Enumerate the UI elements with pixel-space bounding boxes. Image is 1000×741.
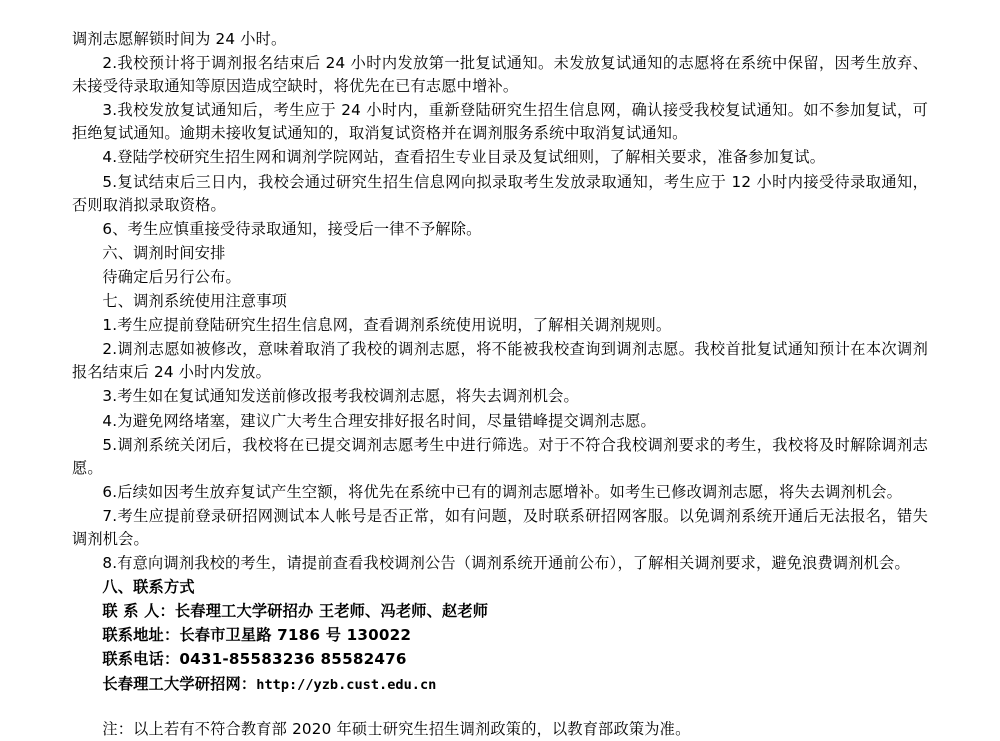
paragraph-unlock-time: 调剂志愿解锁时间为 24 小时。 (72, 30, 287, 48)
contact-address-value: 长春市卫星路 7186 号 130022 (179, 626, 412, 645)
paragraph-item-6: 6、考生应慎重接受待录取通知，接受后一律不予解除。 (102, 219, 482, 238)
paragraph-note-5: 5.调剂系统关闭后，我校将在已提交调剂志愿考生中进行筛选。对于不符合我校调剂要求的考生，我校将及时解除调剂志愿。 (72, 435, 928, 477)
paragraph-item-3: 3.我校发放复试通知后，考生应于 24 小时内，重新登陆研究生招生信息网，确认接受我校复试通知。如不参加复试，可拒绝复试通知。逾期未接收复试通知的，取消复试资格并在调剂服务系统中取消复试通知。 (72, 101, 928, 143)
paragraph-section-six-body: 待确定后另行公布。 (102, 267, 241, 286)
paragraph-note-6: 6.后续如因考生放弃复试产生空额，将优先在系统中已有的调剂志愿增补。如考生已修改调剂志愿，将失去调剂机会。 (102, 482, 903, 501)
contact-phone-row (72, 648, 928, 671)
contact-person-value: 长春理工大学研招办 王老师、冯老师、赵老师 (174, 602, 489, 621)
heading-section-eight: 八、联系方式 (102, 578, 195, 597)
paragraph-note-1: 1.考生应提前登陆研究生招生信息网，查看调剂系统使用说明，了解相关调剂规则。 (102, 316, 672, 335)
paragraph-item-4: 4.登陆学校研究生招生网和调剂学院网站，查看招生专业目录及复试细则，了解相关要求，准备参加复试。 (102, 148, 826, 167)
contact-phone-value: 0431-85583236 85582476 (179, 650, 407, 669)
paragraph-note-2: 2.调剂志愿如被修改，意味着取消了我校的调剂志愿，将不能被我校查询到调剂志愿。我校首批复试通知预计在本次调剂报名结束后 24 小时内发放。 (72, 340, 928, 382)
paragraph-item-2: 2.我校预计将于调剂报名结束后 24 小时内发放第一批复试通知。未发放复试通知的志愿将在系统中保留，因考生放弃、未接受待录取通知等原因造成空缺时，将优先在已有志愿中增补。 (72, 54, 928, 96)
contact-address-label: 联系地址： (102, 626, 180, 645)
paragraph-note-4: 4.为避免网络堵塞，建议广大考生合理安排好报名时间，尽量错峰提交调剂志愿。 (102, 411, 656, 430)
contact-person-label: 联 系 人： (102, 602, 175, 621)
paragraph-item-5: 5.复试结束后三日内，我校会通过研究生招生信息网向拟录取考生发放录取通知，考生应于 12 小时内接受待录取通知，否则取消拟录取资格。 (72, 172, 928, 214)
heading-section-six: 六、调剂时间安排 (102, 243, 226, 262)
contact-website-label: 长春理工大学研招网： (102, 674, 257, 693)
footnote-text: 注：以上若有不符合教育部 2020 年硕士研究生招生调剂政策的，以教育部政策为准。 (102, 719, 691, 738)
contact-address-row (72, 624, 928, 647)
paragraph-note-8: 8.有意向调剂我校的考生，请提前查看我校调剂公告（调剂系统开通前公布），了解相关调剂要求，避免浪费调剂机会。 (102, 554, 910, 573)
contact-website-row (72, 673, 928, 696)
heading-section-seven: 七、调剂系统使用注意事项 (102, 292, 288, 311)
paragraph-note-7: 7.考生应提前登录研招网测试本人帐号是否正常，如有问题，及时联系研招网客服。以免调剂系统开通后无法报名，错失调剂机会。 (72, 506, 928, 548)
contact-person-row (72, 600, 928, 623)
contact-phone-label: 联系电话： (102, 650, 180, 669)
contact-website-link[interactable]: http://yzb.cust.edu.cn (256, 676, 437, 693)
document-body (72, 28, 928, 741)
paragraph-note-3: 3.考生如在复试通知发送前修改报考我校调剂志愿，将失去调剂机会。 (102, 387, 579, 406)
